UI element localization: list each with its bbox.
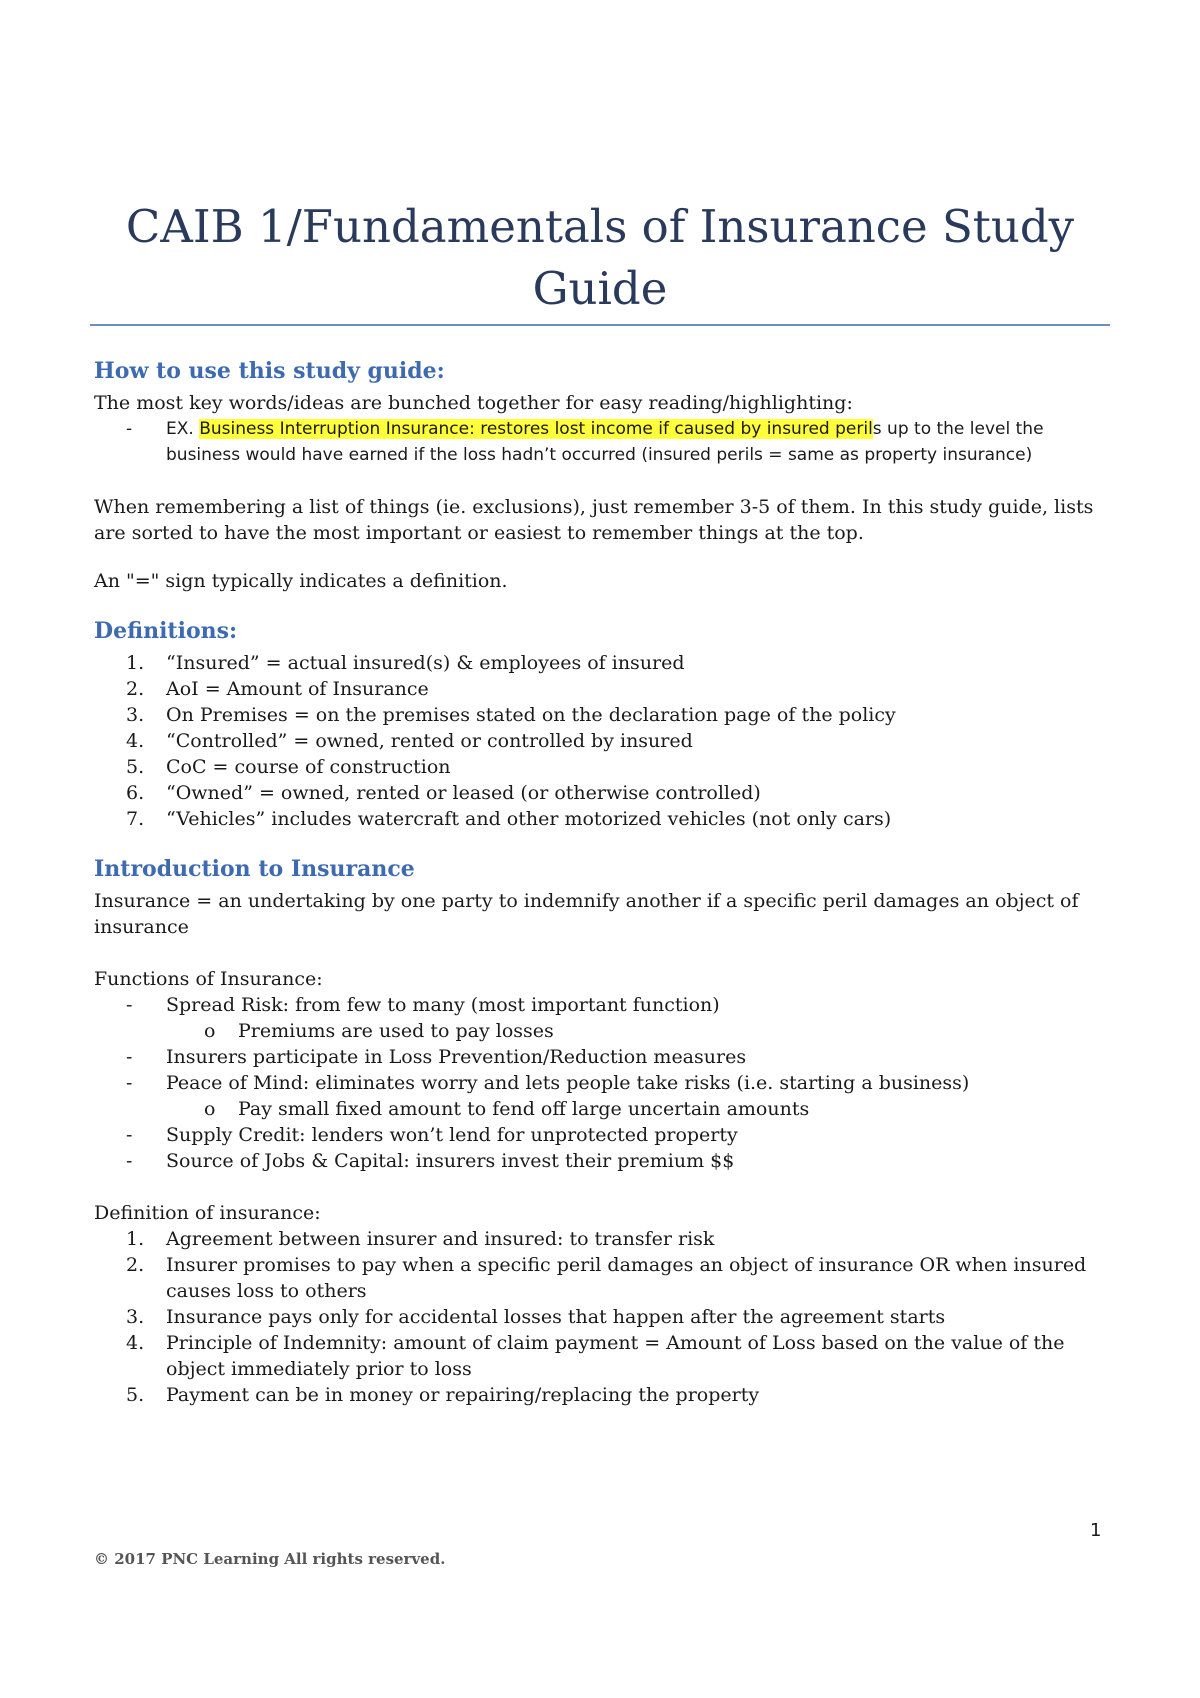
list-marker: o: [204, 1098, 216, 1120]
list-item: [94, 650, 1114, 676]
list-item: [94, 1148, 1114, 1174]
list-marker: 1.: [126, 652, 145, 674]
list-marker: 3.: [126, 1306, 145, 1328]
list-item: [94, 1304, 1114, 1330]
list-marker: o: [204, 1020, 216, 1042]
example-prefix: EX.: [166, 419, 200, 439]
bullet-marker: -: [126, 419, 133, 439]
functions-label: Functions of Insurance:: [94, 968, 323, 990]
list-item: [94, 1122, 1114, 1148]
list-item: [94, 1382, 1114, 1408]
list-item-text: Source of Jobs & Capital: insurers invest their premium $$: [166, 1150, 735, 1172]
list-item-text: Agreement between insurer and insured: to transfer risk: [166, 1228, 715, 1250]
page-number: 1: [1090, 1520, 1102, 1541]
definition-of-insurance-list: [94, 1226, 1114, 1408]
list-item-text: Insurers participate in Loss Prevention/Reduction measures: [166, 1046, 747, 1068]
list-marker: 2.: [126, 678, 145, 700]
list-item: [94, 1044, 1114, 1070]
example-rest: s up to the level the business would have earned if the loss hadn’t occurred (insured perils = same as property insurance): [166, 419, 1044, 465]
list-marker: -: [126, 1124, 133, 1146]
list-item: [94, 728, 1114, 754]
list-item-text: Supply Credit: lenders won’t lend for unprotected property: [166, 1124, 738, 1146]
list-marker: 3.: [126, 704, 145, 726]
list-marker: 1.: [126, 1228, 145, 1250]
list-item-text: Insurer promises to pay when a specific peril damages an object of insurance OR when insured causes loss to others: [166, 1254, 1087, 1302]
list-marker: 2.: [126, 1254, 145, 1276]
intro-heading: Introduction to Insurance: [94, 856, 415, 882]
list-item-text: “Insured” = actual insured(s) & employees of insured: [166, 652, 685, 674]
document-title: CAIB 1/Fundamentals of Insurance Study Guide: [125, 200, 1075, 315]
list-item-text: Premiums are used to pay losses: [238, 1020, 554, 1042]
list-item-text: Insurance pays only for accidental losses that happen after the agreement starts: [166, 1306, 946, 1328]
list-marker: -: [126, 1150, 133, 1172]
list-item-text: CoC = course of construction: [166, 756, 451, 778]
list-item-text: Payment can be in money or repairing/replacing the property: [166, 1384, 760, 1406]
highlighted-text: Business Interruption Insurance: restores lost income if caused by insured peril: [199, 419, 873, 439]
definitions-list: [94, 650, 1114, 832]
list-item-text: “Vehicles” includes watercraft and other motorized vehicles (not only cars): [166, 808, 892, 830]
list-item: [94, 1226, 1114, 1252]
list-marker: 4.: [126, 730, 145, 752]
lists-note: When remembering a list of things (ie. exclusions), just remember 3-5 of them. In this study guide, lists are sorted to have the most important or easiest to remember things at the top.: [94, 496, 1094, 544]
insurance-definition: Insurance = an undertaking by one party to indemnify another if a specific peril damages an object of insurance: [94, 890, 1079, 938]
definition-label: Definition of insurance:: [94, 1202, 321, 1224]
list-marker: -: [126, 1046, 133, 1068]
how-to-intro: The most key words/ideas are bunched together for easy reading/highlighting:: [94, 392, 853, 414]
list-item: [94, 1252, 1114, 1304]
list-item: [94, 992, 1114, 1018]
list-marker: 7.: [126, 808, 145, 830]
list-marker: 5.: [126, 1384, 145, 1406]
example-bullet-item: [94, 416, 1114, 468]
list-marker: 6.: [126, 782, 145, 804]
list-item: [94, 1096, 1114, 1122]
list-item: [94, 1330, 1114, 1382]
list-item-text: Spread Risk: from few to many (most important function): [166, 994, 720, 1016]
how-to-heading: How to use this study guide:: [94, 358, 445, 384]
functions-list: [94, 992, 1114, 1174]
list-item: [94, 702, 1114, 728]
list-item: [94, 676, 1114, 702]
list-item: [94, 806, 1114, 832]
list-item-text: On Premises = on the premises stated on the declaration page of the policy: [166, 704, 896, 726]
list-marker: 5.: [126, 756, 145, 778]
list-item-text: Principle of Indemnity: amount of claim payment = Amount of Loss based on the value of the object immediately prior to loss: [166, 1332, 1065, 1380]
list-item-text: Peace of Mind: eliminates worry and lets people take risks (i.e. starting a business): [166, 1072, 970, 1094]
list-item-text: “Owned” = owned, rented or leased (or otherwise controlled): [166, 782, 761, 804]
definitions-heading: Definitions:: [94, 618, 238, 644]
title-divider: [90, 324, 1110, 326]
list-item-text: AoI = Amount of Insurance: [166, 678, 429, 700]
list-marker: -: [126, 1072, 133, 1094]
list-item: [94, 1070, 1114, 1096]
list-marker: 4.: [126, 1332, 145, 1354]
list-item-text: Pay small fixed amount to fend off large uncertain amounts: [238, 1098, 810, 1120]
document-body: [94, 356, 1114, 1408]
list-item: [94, 780, 1114, 806]
sign-note: An "=" sign typically indicates a definition.: [94, 570, 508, 592]
list-item: [94, 754, 1114, 780]
list-item-text: “Controlled” = owned, rented or controlled by insured: [166, 730, 693, 752]
list-marker: -: [126, 994, 133, 1016]
list-item: [94, 1018, 1114, 1044]
copyright-footer: © 2017 PNC Learning All rights reserved.: [94, 1550, 446, 1568]
